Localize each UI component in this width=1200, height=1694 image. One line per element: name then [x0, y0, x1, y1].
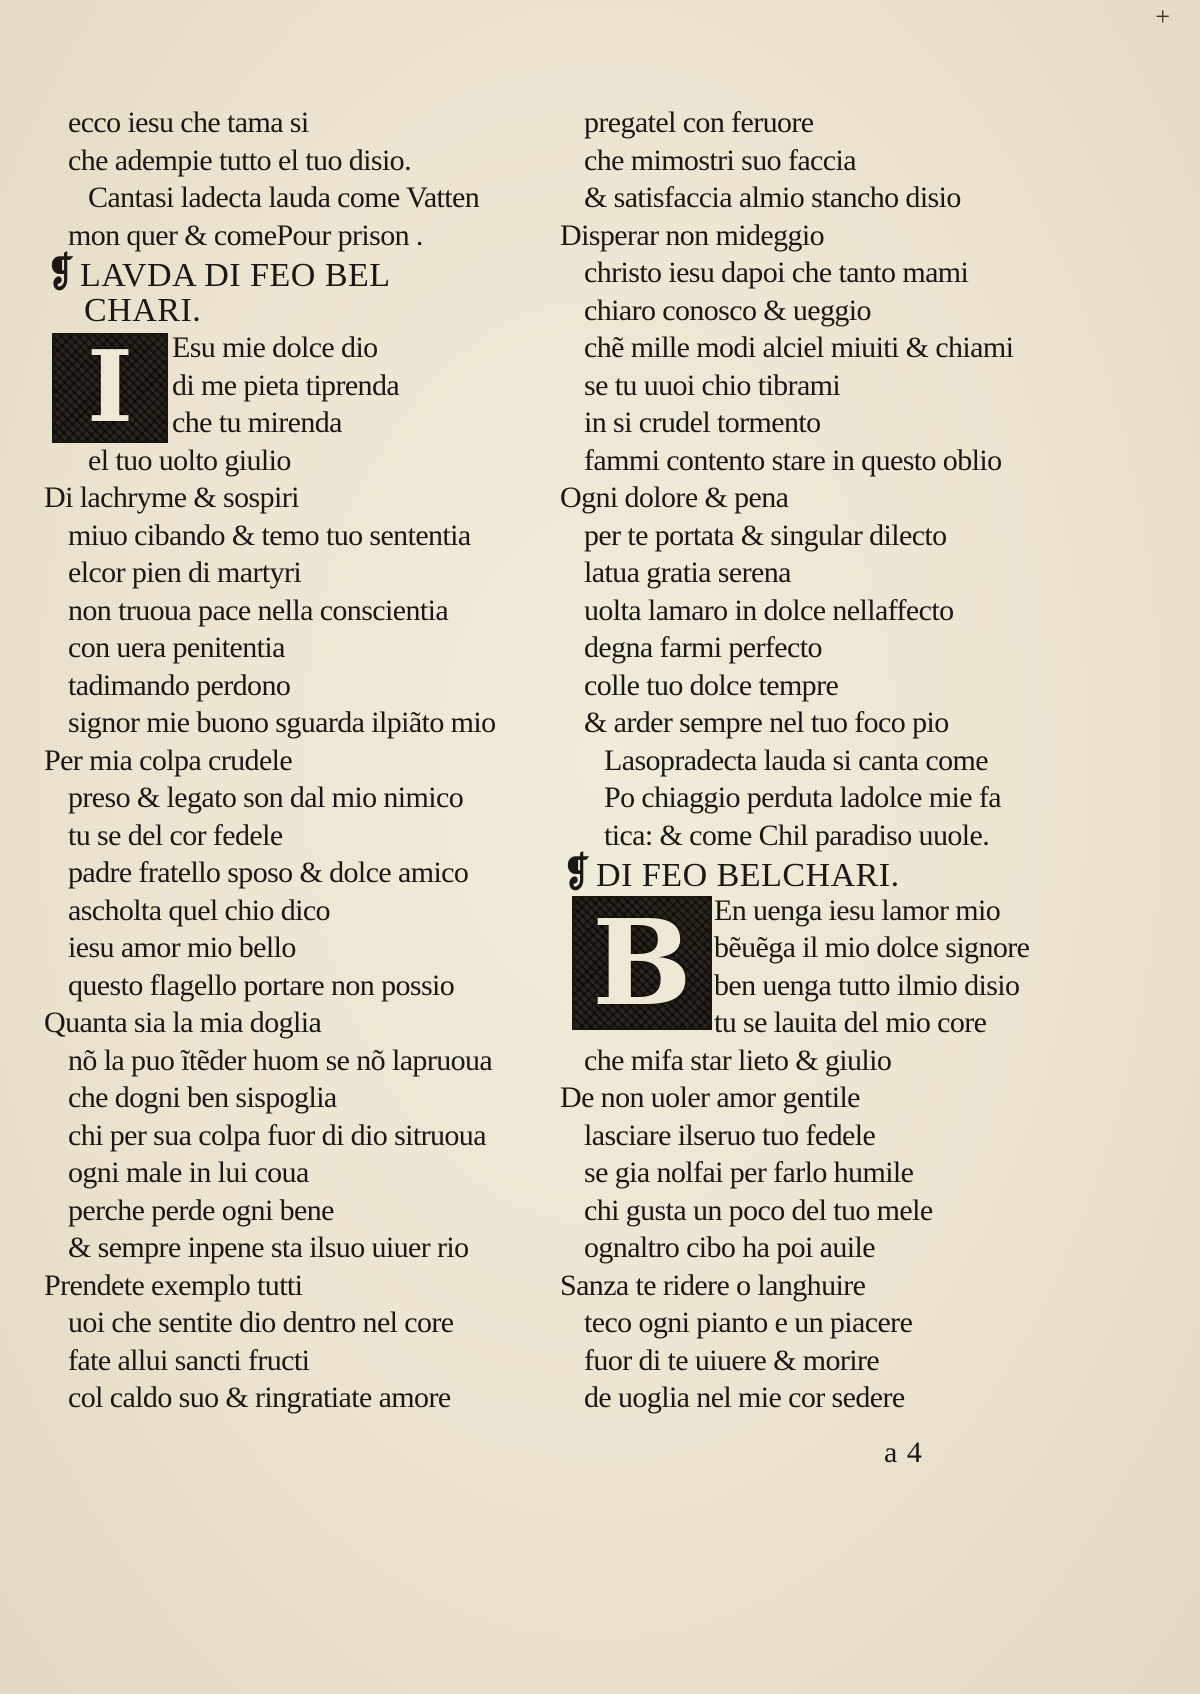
- pilcrow-icon: ❡: [47, 250, 75, 295]
- verse-line: che adempie tutto el tuo disio.: [68, 143, 411, 177]
- verse-line: christo iesu dapoi che tanto mami: [584, 256, 969, 289]
- verse-line: Di lachryme & sospiri: [44, 481, 299, 514]
- verse-line: & sempre inpene sta ilsuo uiuer rio: [68, 1231, 469, 1264]
- verse-line: pregatel con feruore: [584, 106, 814, 139]
- verse-line: uolta lamaro in dolce nellaffecto: [584, 593, 954, 627]
- heading-lauda: [44, 250, 544, 295]
- verse-line: elcor pien di martyri: [68, 556, 302, 589]
- verse-line: el tuo uolto giulio: [88, 443, 291, 477]
- verse-line: tu se lauita del mio core: [714, 1006, 987, 1039]
- verse-line: chẽ mille modi alciel miuiti & chiami: [584, 331, 1014, 364]
- verse-line: ascholta quel chio dico: [68, 893, 330, 927]
- verse-line: Cantasi ladecta lauda come Vatten: [88, 181, 480, 214]
- heading-lauda-line1: LAVDA DI FEO BEL: [80, 257, 391, 294]
- verse-line: signor mie buono sguarda ilpiãto mio: [68, 706, 496, 739]
- verse-line: chi gusta un poco del tuo mele: [584, 1193, 933, 1227]
- verse-line: questo flagello portare non possio: [68, 968, 455, 1002]
- left-top-lines: [44, 104, 544, 254]
- left-column: [44, 104, 544, 1417]
- verse-line: colle tuo dolce tempre: [584, 668, 839, 702]
- verse-line: lasciare ilseruo tuo fedele: [584, 1118, 876, 1152]
- verse-line: Po chiaggio perduta ladolce mie fa: [604, 781, 1001, 814]
- verse-line: iesu amor mio bello: [68, 931, 296, 964]
- decorated-initial-b: [572, 892, 712, 1032]
- verse-line: che mimostri suo faccia: [584, 143, 856, 177]
- verse-line: tica: & come Chil paradiso uuole.: [604, 818, 990, 852]
- verse-line: De non uoler amor gentile: [560, 1081, 860, 1114]
- initial-letter: B: [592, 892, 692, 1032]
- verse-line: in si crudel tormento: [584, 406, 821, 439]
- verse-line: latua gratia serena: [584, 556, 791, 589]
- initial-block-left: [44, 329, 544, 445]
- verse-line: & arder sempre nel tuo foco pio: [584, 706, 949, 739]
- verse-line: & satisfaccia almio stancho disio: [584, 181, 961, 214]
- verse-line: Per mia colpa crudele: [44, 743, 293, 777]
- verse-line: chi per sua colpa fuor di dio sitruoua: [68, 1118, 486, 1152]
- verse-line: che tu mirenda: [172, 406, 342, 439]
- verse-line: degna farmi perfecto: [584, 631, 822, 664]
- verse-line: ogni male in lui coua: [68, 1156, 309, 1189]
- right-verse-lines-after: [560, 1042, 1060, 1417]
- verse-line: ecco iesu che tama si: [68, 106, 309, 139]
- heading-feo-belchari-text: DI FEO BELCHARI.: [596, 857, 900, 894]
- verse-line: Lasopradecta lauda si canta come: [604, 743, 988, 777]
- verse-line: Esu mie dolce dio: [172, 331, 378, 364]
- verse-line: chiaro conosco & ueggio: [584, 293, 871, 327]
- verse-line: se gia nolfai per farlo humile: [584, 1156, 914, 1189]
- verse-line: ognaltro cibo ha poi auile: [584, 1231, 875, 1264]
- verse-line: fuor di te uiuere & morire: [584, 1343, 880, 1377]
- verse-line: tadimando perdono: [68, 668, 291, 702]
- verse-line: Quanta sia la mia doglia: [44, 1006, 322, 1039]
- right-verse-lines: [560, 104, 1060, 854]
- verse-line: preso & legato son dal mio nimico: [68, 781, 464, 814]
- pilcrow-icon: ❡: [563, 850, 591, 895]
- initial-letter: I: [87, 330, 133, 445]
- verse-line: bẽuẽga il mio dolce signore: [714, 931, 1030, 964]
- verse-line: de uoglia nel mie cor sedere: [584, 1381, 905, 1414]
- verse-line: che dogni ben sispoglia: [68, 1081, 337, 1114]
- right-column: [560, 104, 1060, 1417]
- verse-line: uoi che sentite dio dentro nel core: [68, 1306, 454, 1339]
- verse-line: Prendete exemplo tutti: [44, 1268, 303, 1302]
- verse-line: padre fratello sposo & dolce amico: [68, 856, 469, 889]
- verse-line: perche perde ogni bene: [68, 1193, 334, 1227]
- verse-line: di me pieta tiprenda: [172, 368, 400, 402]
- verse-line: che mifa star lieto & giulio: [584, 1043, 892, 1077]
- initial-block-right: [560, 892, 1060, 1042]
- verse-line: tu se del cor fedele: [68, 818, 283, 852]
- signature-mark: a 4: [884, 1436, 923, 1469]
- verse-line: miuo cibando & temo tuo sententia: [68, 518, 471, 552]
- verse-line: Sanza te ridere o langhuire: [560, 1268, 866, 1302]
- decorated-initial-i: [52, 330, 168, 445]
- verse-line: per te portata & singular dilecto: [584, 518, 947, 552]
- verse-line: col caldo suo & ringratiate amore: [68, 1381, 451, 1414]
- left-verse-lines: [44, 442, 544, 1417]
- verse-line: non truoua pace nella conscientia: [68, 593, 449, 627]
- verse-line: ben uenga tutto ilmio disio: [714, 968, 1020, 1002]
- verse-line: teco ogni pianto e un piacere: [584, 1306, 913, 1339]
- verse-line: Disperar non mideggio: [560, 218, 825, 252]
- verse-line: se tu uuoi chio tibrami: [584, 368, 841, 402]
- verse-line: mon quer & comePour prison .: [68, 218, 423, 252]
- verse-line: Ogni dolore & pena: [560, 481, 789, 514]
- verse-line: con uera penitentia: [68, 631, 285, 664]
- verse-line: En uenga iesu lamor mio: [714, 893, 1001, 927]
- heading-feo-belchari: [560, 850, 1060, 895]
- corner-mark: +: [1155, 2, 1170, 31]
- verse-line: fate allui sancti fructi: [68, 1343, 310, 1377]
- verse-line: nõ la puo ĩtẽder huom se nõ lapruoua: [68, 1043, 493, 1077]
- heading-lauda-line2: CHARI.: [84, 291, 202, 329]
- verse-line: fammi contento stare in questo oblio: [584, 443, 1002, 477]
